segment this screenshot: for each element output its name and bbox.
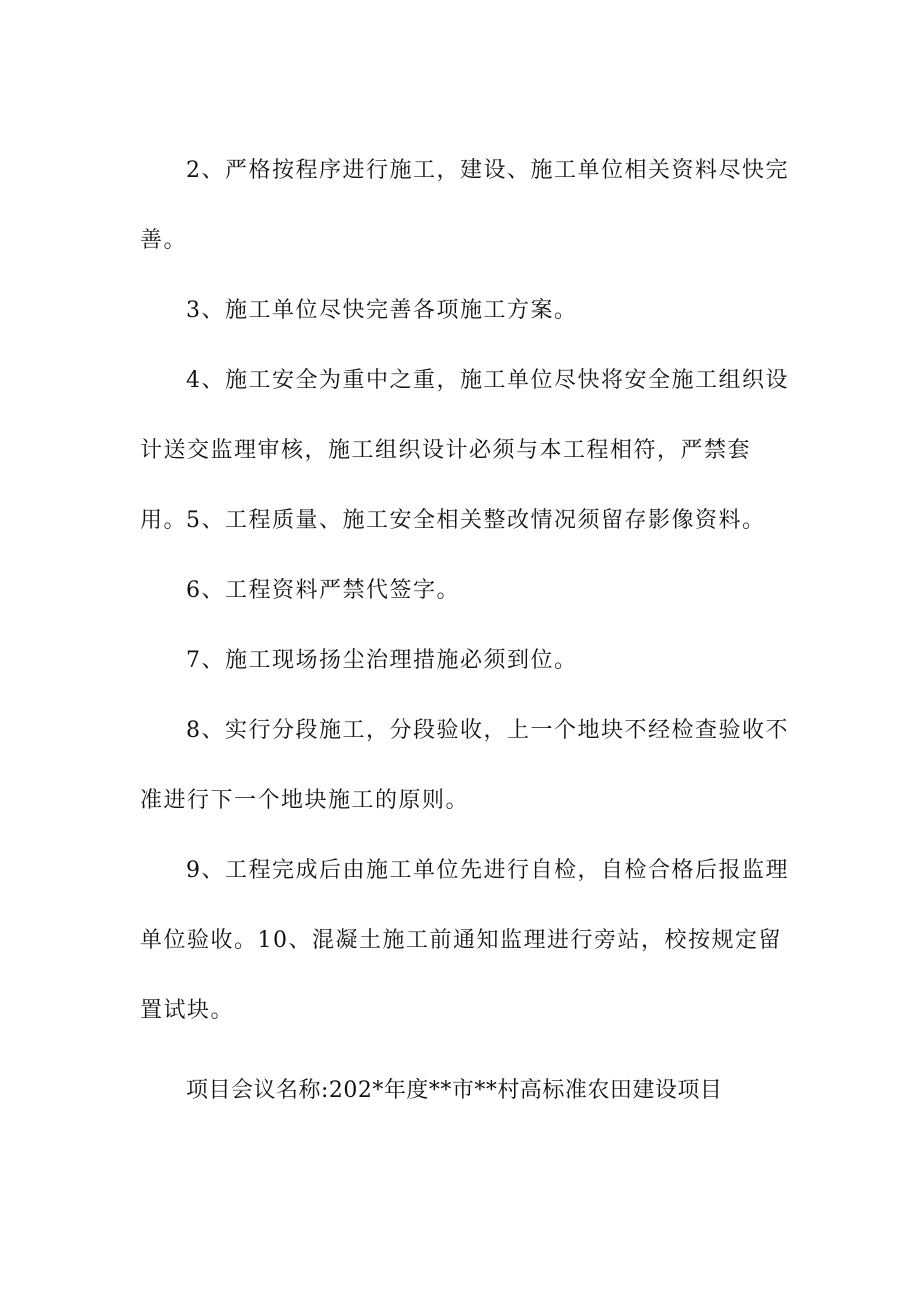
paragraph-item-4: 4、施工安全为重中之重，施工单位尽快将安全施工组织设计送交监理审核，施工组织设计必须与本工程相符，严禁套用。 [140,368,789,533]
meeting-name-line: 项目会议名称:202*年度**市**村高标准农田建设项目 [186,1078,723,1103]
paragraph-item-8: 8、实行分段施工，分段验收，上一个地块不经检查验收不准进行下一个地块施工的原则。 [140,718,789,813]
paragraph-item-3: 3、施工单位尽快完善各项施工方案。 [186,298,578,323]
paragraph-item-9-10: 9、工程完成后由施工单位先进行自检，自检合格后报监理单位验收。10、混凝土施工前通知监理进行旁站，校按规定留置试块。 [140,858,789,1023]
paragraph-item-5: 5、工程质量、施工安全相关整改情况须留存影像资料。 [186,508,766,533]
paragraph-item-7: 7、施工现场扬尘治理措施必须到位。 [186,648,578,673]
paragraph-item-6: 6、工程资料严禁代签字。 [186,578,460,603]
paragraph-item-2: 2、严格按程序进行施工，建设、施工单位相关资料尽快完善。 [140,158,789,253]
